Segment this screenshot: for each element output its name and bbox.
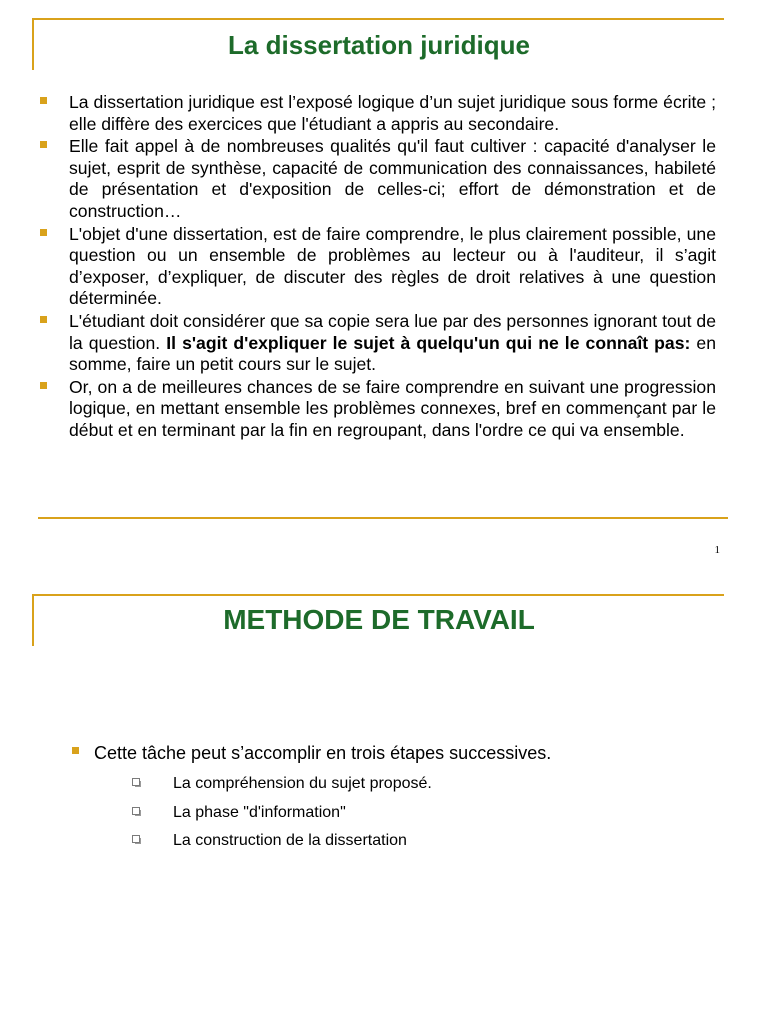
page-number: 1 [714,544,720,556]
square-bullet-icon [40,316,47,323]
slide-title: La dissertation juridique [228,30,530,60]
bullet-text: La dissertation juridique est l’exposé logique d’un sujet juridique sous forme écrite ; elle diffère des exercices que l'étudiant a appris au secondaire. [69,92,716,134]
bullet-text-end: en somme, faire un petit cours sur le sujet. [69,332,716,375]
hollow-square-bullet-icon [132,835,140,843]
sub-bullet-item [132,831,432,851]
square-bullet-icon [40,229,47,236]
bullet-text: Elle fait appel à de nombreuses qualités qu'il faut cultiver : capacité d'analyser le sujet, esprit de synthèse, capacité de communication des connaissances, habileté de présentation et d'exposition de celles-ci; effort de démonstration et de construction… [69,136,716,221]
bullet-list [40,92,716,443]
square-bullet-icon [40,382,47,389]
bullet-text: Cette tâche peut s’accomplir en trois étapes successives. [94,743,552,763]
bullet-item [40,92,716,135]
slide-frame-top-line [32,594,724,596]
square-bullet-icon [40,141,47,148]
sub-bullet-text: La compréhension du sujet proposé. [173,775,432,792]
slide-title: METHODE DE TRAVAIL [223,604,535,635]
sub-bullet-item [132,803,432,823]
bullet-item [40,377,716,442]
bullet-item [40,311,716,376]
bullet-text: L'objet d'une dissertation, est de faire comprendre, le plus clairement possible, une question ou un ensemble de problèmes au lecteur ou à l'auditeur, il s’agit d’exposer, d’expliquer, de discuter des règles de droit relatives à une question déterminée. [69,223,716,309]
sub-bullet-text: La construction de la dissertation [173,832,407,849]
slide-frame-top-line [32,18,724,20]
slide-2 [0,580,768,1024]
bullet-text-emphasis: Il s'agit d'expliquer le sujet à quelqu'un qui ne le connaît pas: [166,332,691,353]
slide-bottom-divider [38,517,728,519]
square-bullet-icon [40,97,47,104]
sub-bullet-item [132,774,432,794]
hollow-square-bullet-icon [132,778,140,786]
sub-bullet-list [132,774,432,860]
bullet-text-start: L'étudiant doit considérer que sa copie sera lue par des personnes ignorant tout de la question. [69,310,716,353]
bullet-text: Or, on a de meilleures chances de se faire comprendre en suivant une progression logique, en mettant ensemble les problèmes connexes, bref en commençant par le début et en terminant par la fin en regroupant, dans l'ordre ce qui va ensemble. [69,376,716,440]
bullet-item [72,742,551,764]
hollow-square-bullet-icon [132,807,140,815]
sub-bullet-text: La phase "d'information" [173,803,346,821]
bullet-item [40,224,716,310]
bullet-item [40,136,716,222]
square-bullet-icon [72,747,79,754]
